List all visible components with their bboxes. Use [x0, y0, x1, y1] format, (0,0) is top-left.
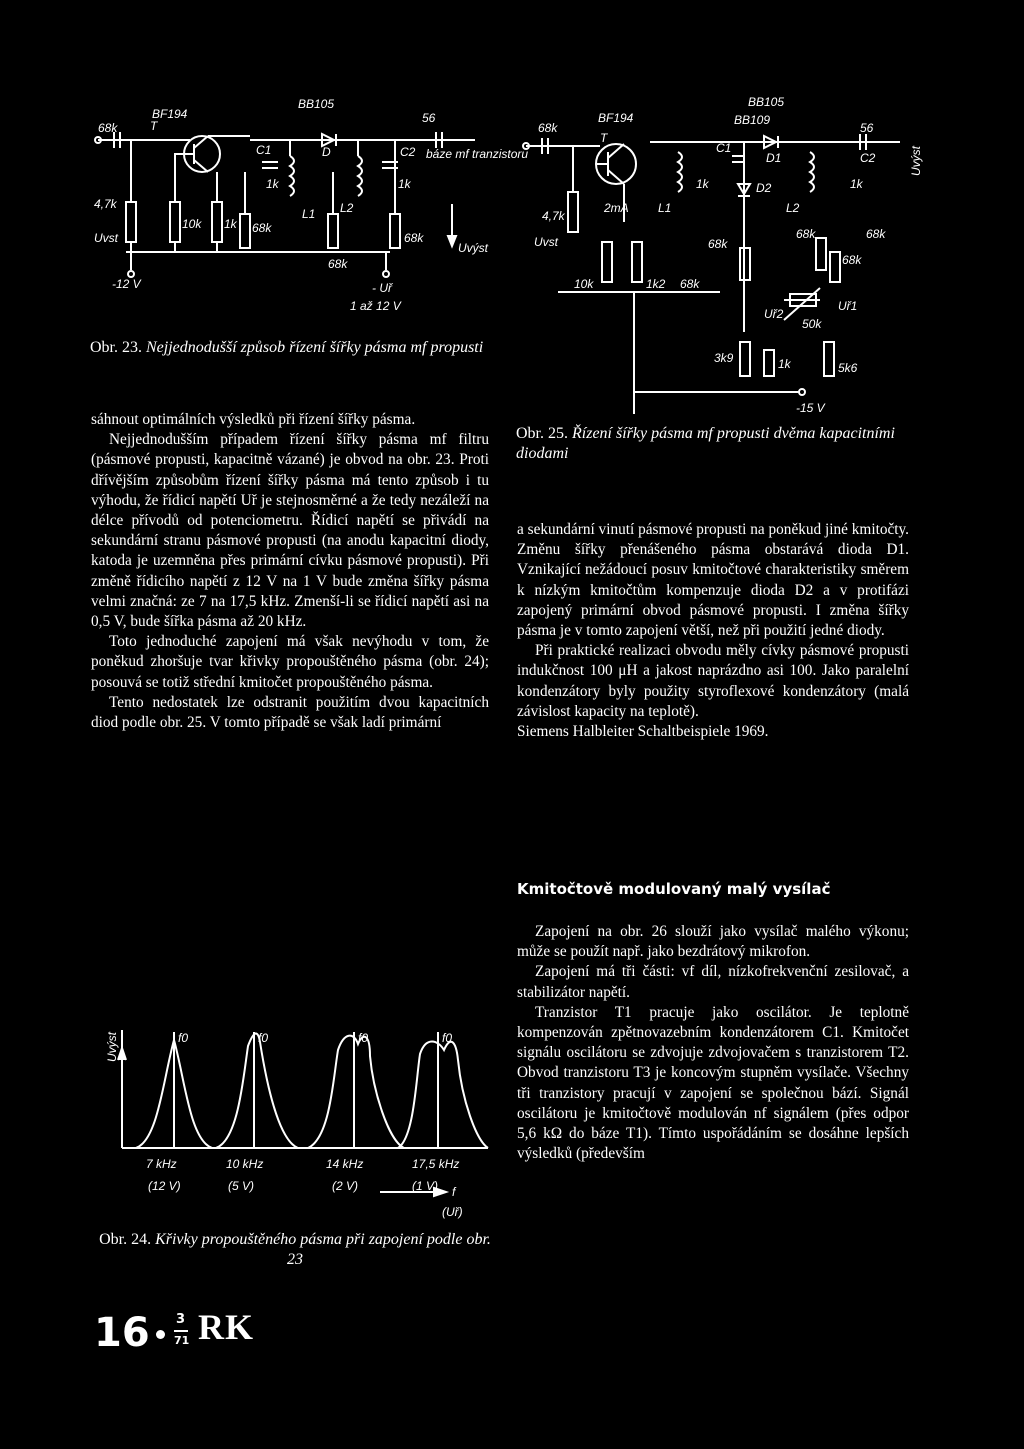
svg-text:(12 V): (12 V) — [148, 1179, 181, 1193]
svg-text:- Uř: - Uř — [372, 281, 392, 295]
svg-text:50k: 50k — [802, 317, 822, 331]
svg-text:(1 V): (1 V) — [412, 1179, 439, 1193]
figure-24-caption — [90, 1230, 500, 1270]
paragraph: Toto jednoduché zapojení má však nevýhodu v tom, že poněkud zhoršuje tvar křivky propouštěného pásma (obr. 24); posouvá se totiž střední kmitočet propouštěného pásma. — [91, 633, 489, 691]
svg-text:BB109: BB109 — [734, 113, 771, 127]
svg-text:C2: C2 — [860, 151, 876, 165]
svg-text:BB105: BB105 — [748, 95, 785, 109]
paragraph: a sekundární vinutí pásmové propusti na poněkud jiné kmitočty. Změnu šířky přenášeného pásma obstarává dioda D1. Vznikající nežádoucí posuv kmitočtové charakteristiky směrem k nízkým kmitočtům kompenzuje dioda D2 a v protifázi zapojený primární obvod pásmové propusti. I změna šířky pásma je v tomto zapojení větší, než při použití jedné diody. — [517, 521, 909, 640]
svg-text:(Uř): (Uř) — [442, 1205, 463, 1219]
figure-23-caption-text: Nejjednodušší způsob řízení šířky pásma mf propusti — [146, 339, 484, 356]
svg-text:3k9: 3k9 — [714, 351, 734, 365]
svg-text:56: 56 — [422, 111, 436, 125]
paragraph: Při praktické realizaci obvodu měly cívky pásmové propusti indukčnost 100 μH a jakost naprázdno asi 100. Jako paralelní kondenzátory byly použity styroflexové kondenzátory (malá závislost kapacity na teplotě). — [517, 642, 909, 720]
svg-text:T: T — [600, 131, 608, 145]
svg-text:68k: 68k — [842, 253, 862, 267]
issue-number-top: 3 — [176, 1312, 186, 1327]
figure-24-caption-number: Obr. 24. — [99, 1231, 152, 1248]
svg-text:D2: D2 — [756, 181, 772, 195]
svg-text:1k: 1k — [778, 357, 791, 371]
source-reference: Siemens Halbleiter Schaltbeispiele 1969. — [517, 723, 769, 741]
figure-25-caption-number: Obr. 25. — [516, 425, 568, 442]
fig24-ylabel: Uvýst — [105, 1032, 119, 1062]
paragraph: Tranzistor T1 pracuje jako oscilátor. Je teplotně kompenzován zpětnovazebním kondenzátorem C1. Kmitočet signálu oscilátoru se zdvojuje zdvojovačem s tranzistorem T2. Obvod tranzistoru T3 je koncovým stupněm vysílače. Všechny tři tranzistory pracují v zapojení se společnou bází. Signál oscilátoru je kmitočtově modulován nf signálem (přes odpor 5,6 kΩ do báze T1). Tímto uspořádáním se dosáhne lepších výsledků (především — [517, 1003, 909, 1163]
page-number: 16 — [94, 1310, 150, 1356]
right-column-bottom — [517, 922, 909, 1164]
svg-text:1 až 12 V: 1 až 12 V — [350, 299, 401, 313]
svg-text:68k: 68k — [538, 121, 558, 135]
svg-text:f: f — [452, 1185, 456, 1199]
svg-text:(2 V): (2 V) — [332, 1179, 359, 1193]
fig23-label: 68k — [98, 121, 118, 135]
svg-text:Uvst: Uvst — [94, 231, 118, 245]
svg-text:L1: L1 — [658, 201, 672, 215]
svg-text:C2: C2 — [400, 145, 416, 159]
svg-text:C1: C1 — [256, 143, 272, 157]
figure-24-caption-text: Křivky propouštěného pásma při zapojení podle obr. 23 — [155, 1231, 491, 1268]
page-footer — [94, 1300, 314, 1370]
journal-logo: R K — [198, 1307, 249, 1347]
svg-text:10 kHz: 10 kHz — [226, 1157, 264, 1171]
paragraph: Tento nedostatek lze odstranit použitím dvou kapacitních diod podle obr. 25. V tomto případě se však ladí primární — [91, 693, 489, 732]
svg-text:D1: D1 — [766, 151, 782, 165]
svg-text:Uvýst: Uvýst — [458, 241, 488, 255]
svg-text:68k: 68k — [708, 237, 728, 251]
issue-number-bottom: 71 — [174, 1334, 190, 1347]
svg-text:f0: f0 — [358, 1031, 369, 1045]
paragraph: sáhnout optimálních výsledků při řízení šířky pásma. — [91, 411, 416, 428]
figure-23-caption — [90, 338, 500, 358]
svg-text:1k: 1k — [266, 177, 279, 191]
svg-text:T: T — [150, 119, 158, 133]
svg-text:L2: L2 — [340, 201, 354, 215]
bullet-separator — [156, 1330, 165, 1339]
left-column — [91, 410, 489, 733]
figure-25-caption-text: Řízení šířky pásma mf propusti dvěma kapacitními diodami — [516, 425, 895, 462]
svg-text:C1: C1 — [716, 141, 732, 155]
svg-text:Uř2: Uř2 — [764, 307, 784, 321]
svg-text:5k6: 5k6 — [838, 361, 858, 375]
svg-text:1k2: 1k2 — [646, 277, 666, 291]
svg-text:-12 V: -12 V — [112, 277, 141, 291]
svg-text:f0: f0 — [178, 1031, 189, 1045]
figure-24-curves — [105, 1020, 498, 1220]
svg-text:17,5 kHz: 17,5 kHz — [412, 1157, 460, 1171]
figure-25-caption — [516, 424, 916, 464]
svg-text:Uř1: Uř1 — [838, 299, 858, 313]
svg-text:68k: 68k — [404, 231, 424, 245]
issue-fraction-line — [174, 1330, 188, 1332]
figure-23-caption-number: Obr. 23. — [90, 339, 142, 356]
svg-text:10k: 10k — [574, 277, 594, 291]
svg-text:68k: 68k — [680, 277, 700, 291]
svg-text:1k: 1k — [224, 217, 237, 231]
svg-text:4,7k: 4,7k — [542, 209, 565, 223]
svg-text:1k: 1k — [696, 177, 709, 191]
svg-text:68k: 68k — [252, 221, 272, 235]
svg-text:Uvst: Uvst — [534, 235, 558, 249]
paragraph: Nejjednodušším případem řízení šířky pásma mf filtru (pásmové propusti, kapacitně vázané) je obvod na obr. 23. Proti dřívějším způsobům řízení šířky pásma má tento způsob i tu výhodu, že řídicí napětí Uř je stejnosměrné a že tedy nezáleží na délce přívodů od potenciometru. Řídicí napětí se přivádí na sekundární stranu pásmové propusti (na anodu kapacitní diody, katoda je uzemněna přes primární cívku pásmové propusti). Při změně řídicího napětí z 12 V na 1 V bude změna šířky pásma velmi značná: ze 7 na 17,5 kHz. Zmenší-li se řídicí napětí asi na 0,5 V, bude šířka pásma až 20 kHz. — [91, 431, 489, 631]
svg-text:1k: 1k — [398, 177, 411, 191]
svg-text:1k: 1k — [850, 177, 863, 191]
svg-text:56: 56 — [860, 121, 874, 135]
svg-text:68k: 68k — [328, 257, 348, 271]
svg-text:68k: 68k — [796, 227, 816, 241]
svg-text:7 kHz: 7 kHz — [146, 1157, 177, 1171]
svg-text:f0: f0 — [442, 1031, 453, 1045]
svg-text:(5 V): (5 V) — [228, 1179, 255, 1193]
svg-text:f0: f0 — [258, 1031, 269, 1045]
svg-text:BB105: BB105 — [298, 97, 335, 111]
svg-text:10k: 10k — [182, 217, 202, 231]
right-column-top — [517, 520, 909, 742]
paragraph: Zapojení na obr. 26 slouží jako vysílač malého výkonu; může se použít např. jako bezdrátový mikrofon. — [517, 923, 909, 961]
svg-text:Uvýst: Uvýst — [909, 146, 923, 176]
svg-text:BF194: BF194 — [152, 107, 188, 121]
figure-25-circuit — [520, 92, 930, 415]
svg-text:báze mf tranzistoru: báze mf tranzistoru — [426, 147, 529, 161]
svg-text:-15 V: -15 V — [796, 401, 825, 415]
svg-text:L1: L1 — [302, 207, 316, 221]
svg-text:2mA: 2mA — [604, 201, 629, 215]
svg-text:L2: L2 — [786, 201, 800, 215]
svg-text:4,7k: 4,7k — [94, 197, 117, 211]
paragraph: Zapojení má tři části: vf díl, nízkofrekvenční zesilovač, a stabilizátor napětí. — [517, 963, 909, 1001]
svg-text:D: D — [322, 145, 331, 159]
svg-text:BF194: BF194 — [598, 111, 634, 125]
svg-text:68k: 68k — [866, 227, 886, 241]
section-heading: Kmitočtově modulovaný malý vysílač — [517, 880, 831, 898]
figure-23-circuit — [90, 92, 529, 314]
svg-text:14 kHz: 14 kHz — [326, 1157, 364, 1171]
